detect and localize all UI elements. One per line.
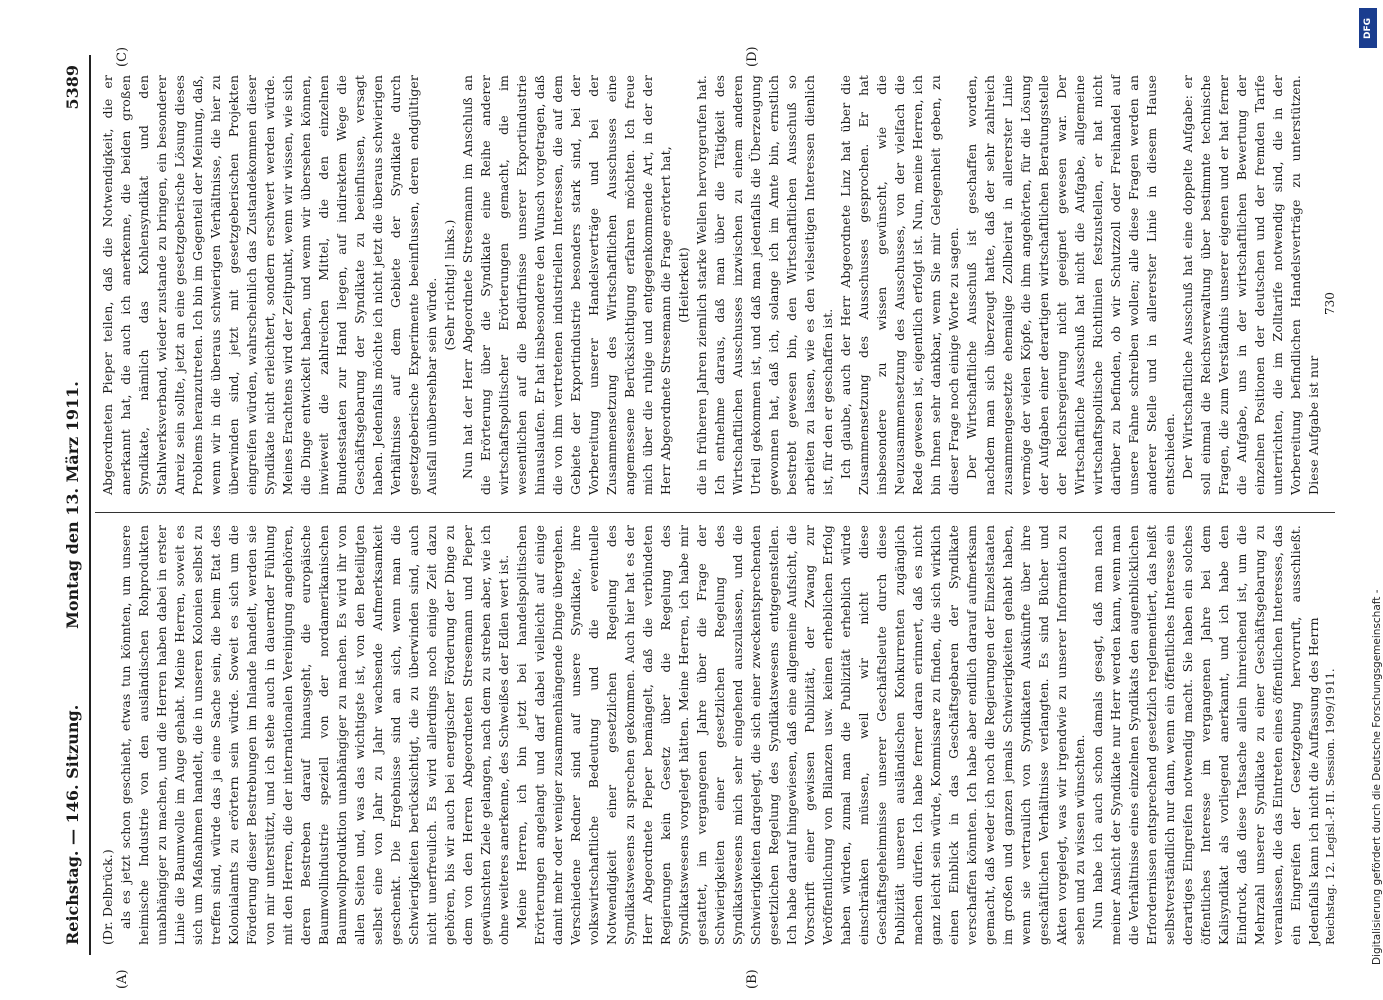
right-column <box>99 75 1323 495</box>
digitization-credit <box>1357 10 1383 990</box>
paragraph: als es jetzt schon geschieht, etwas tun könnten, um unsere heimische Industrie von den ausländischen Rohprodukten unabhängiger zu machen, und die Herren haben dabei in erster Linie die Baumwolle im Auge gehabt. Meine Herren, soweit es sich um Maßnahmen handelt, die in unseren Kolonien selbst zu treffen sind, würde das ja eine Sache sein, die beim Etat des Kolonialamts zu erörtern sein würde. Soweit es sich um die Förderung dieser Bestrebungen im Inlande handelt, werden sie von mir unterstützt, und ich stehe auch in dauernder Fühlung mit den Herren, die der internationalen Vereinigung angehören, deren Bestreben darauf hinausgeht, die europäische Baumwollindustrie speziell von der nordamerikanischen Baumwollproduktion unabhängiger zu machen. Es wird ihr von allen Seiten und, was das wichtigste ist, von den Beteiligten selbst eine von Jahr zu Jahr wachsende Aufmerksamkeit geschenkt. Die Ergebnisse sind an sich, wenn man die Schwierigkeiten berücksichtigt, die zu überwinden sind, auch nicht unerfreulich. Es wird allerdings noch einige Zeit dazu gehören, bis wir auch bei energischer Förderung der Dinge zu dem von den Herren Abgeordneten Stresemann und Pieper gewünschten Ziele gelangen, nach dem zu streben aber, wie ich ohne weiteres anerkenne, des Schweißes der Edlen wert ist. <box>118 525 511 945</box>
margin-letter-b: (B) <box>745 969 760 989</box>
margin-letter-a: (A) <box>115 969 130 989</box>
margin-letter-d: (D) <box>745 46 760 67</box>
paragraph: Nun hat der Herr Abgeordnete Stresemann im Anschluß an die Erörterung über die Syndikate eine Reihe anderer wirtschaftspolitischer Erörterungen gemacht, die im wesentlichen auf die Bedürfnisse unserer Exportindustrie hinauslaufen. Er hat insbesondere den Wunsch vorgetragen, daß die von ihm vertretenen industriellen Interessen, die auf dem Gebiete der Exportindustrie besonders stark sind, bei der Vorbereitung unserer Handelsverträge und bei der Zusammensetzung des Wirtschaftlichen Ausschusses eine angemessene Berücksichtigung erfahren möchten. Ich freue mich über die ruhige und entgegenkommende Art, in der der Herr Abgeordnete Stresemann die Frage erörtert hat, <box>460 75 673 495</box>
paragraph: Nun habe ich auch schon damals gesagt, daß man nach meiner Ansicht der Syndikate nur Herr werden kann, wenn man die Verhältnisse eines einzelnen Syndikats den augenblicklichen Erfordernissen entsprechend gesetzlich reglementiert, das heißt selbstverständlich nur dann, wenn ein öffentliches Interesse ein derartiges Eingreifen notwendig macht. Sie haben ein solches öffentliches Interesse im vergangenen Jahre bei dem Kalisyndikat als vorliegend anerkannt, und ich habe den Eindruck, daß diese Tatsache allein hinreichend ist, um die Mehrzahl unserer Syndikate zu einer Geschäftsgebarung zu veranlassen, die das Eintreten eines öffentlichen Interesses, das ein Eingreifen der Gesetzgebung hervorruft, ausschließt. Jedenfalls kann ich nicht die Auffassung des Herrn <box>1090 525 1321 945</box>
margin-letter-c: (C) <box>115 46 130 67</box>
paragraph: Abgeordneten Pieper teilen, daß die Notwendigkeit, die er anerkannt hat, die auch ich anerkenne, die beiden großen Syndikate, nämlich das Kohlensyndikat und den Stahlwerksverband, wieder zustande zu bringen, ein besonderer Anreiz sein sollte, jetzt an eine gesetzgeberische Lösung dieses Problems heranzutreten. Ich bin im Gegenteil der Meinung, daß, wenn wir in die überaus schwierigen Verhältnisse, die hier zu überwinden sind, jetzt mit gesetzgeberischen Projekten eingreifen würden, wahrscheinlich das Zustandekommen dieser Syndikate nicht erleichtert, sondern erschwert werden würde. Meines Erachtens wird der Zeitpunkt, wenn wir wissen, wie sich die Dinge entwickelt haben, und wenn wir übersehen können, inwieweit die zahlreichen Mittel, die den einzelnen Bundesstaaten zur Hand liegen, auf indirektem Wege die Geschäftsgebarung der Syndikate zu beeinflussen, versagt haben. Jedenfalls möchte ich nicht jetzt die überaus schwierigen Verhältnisse auf dem Gebiete der Syndikate durch gesetzgeberische Experimente beeinflussen, deren endgültiger Ausfall unübersehbar sein würde. <box>100 75 439 495</box>
interjection: (Sehr richtig! links.) <box>442 219 457 351</box>
running-head <box>55 55 87 955</box>
paragraph: Der Wirtschaftliche Ausschuß ist geschaffen worden, nachdem man sich überzeugt hatte, daß der sehr zahlreich zusammengesetzte ehemalige Zollbeirat in allererster Linie vermöge der vielen Köpfe, die ihm angehörten, für die Lösung der Aufgaben einer derartigen wirtschaftlichen Beratungsstelle der Reichsregierung nicht geeignet gewesen war. Der Wirtschaftliche Ausschuß hat nicht die Aufgabe, allgemeine wirtschaftspolitische Richtlinien festzustellen, er hat nicht darüber zu befinden, ob wir Schutzzoll oder Freihandel auf unsere Fahne schreiben wollen; alle diese Fragen werden an anderer Stelle und in allererster Linie in diesem Hause entschieden. <box>964 75 1177 495</box>
paragraph: Meine Herren, ich bin jetzt bei handelspolitischen Erörterungen angelangt und darf dabei vielleicht auf einige damit mehr oder weniger zusammenhängende Dinge übergehen. Verschiedene Redner sind auf unsere Syndikate, ihre volkswirtschaftliche Bedeutung und die eventuelle Notwendigkeit einer gesetzlichen Regelung des Syndikatswesens zu sprechen gekommen. Auch hier hat es der Herr Abgeordnete Pieper bemängelt, daß die verbündeten Regierungen kein Gesetz über die Regelung des Syndikatswesens vorgelegt hätten. Meine Herren, ich habe mir gestattet, im vergangenen Jahre über die Frage der Schwierigkeiten einer gesetzlichen Regelung des Syndikatswesens mich sehr eingehend auszulassen, und die Schwierigkeiten dargelegt, die sich einer zweckentsprechenden gesetzlichen Regelung des Syndikatswesens entgegenstellen. Ich habe darauf hingewiesen, daß eine allgemeine Aufsicht, die Vorschrift einer gewissen Publizität, der Zwang zur Veröffentlichung von Bilanzen usw. keinen erheblichen Erfolg haben würden, zumal man die Publizität erheblich würde einschränken müssen, weil wir nicht diese Geschäftsgeheimnisse unserer Geschäftsleute durch diese Publizität unseren ausländischen Konkurrenten zugänglich machen dürfen. Ich habe ferner daran erinnert, daß es nicht ganz leicht sein würde, Kommissare zu finden, die sich wirklich einen Einblick in das Geschäftsgebaren der Syndikate verschaffen könnten. Ich habe aber endlich darauf aufmerksam gemacht, daß weder ich noch die Regierungen der Einzelstaaten im großen und ganzen jemals Schwierigkeiten gehabt haben, wenn sie vertraulich von Syndikaten Auskünfte über ihre geschäftlichen Verhältnisse verlangten. Es sind Bücher und Akten vorgelegt, was wir irgendwie zu unserer Information zu sehen und zu wissen wünschten. <box>514 525 1087 945</box>
left-column <box>99 525 1323 945</box>
paragraph: Der Wirtschaftliche Ausschuß hat eine doppelte Aufgabe: er soll einmal die Reichsverwaltung über bestimmte technische Fragen, die zum Verständnis unserer eigenen und er hat ferner die Aufgabe, uns in der wirtschaftlichen Bewertung der einzelnen Positionen der deutschen und der fremden Tarife unterrichten, die im Zolltarife notwendig sind, die in der Vorbereitung befindlichen Handelsverträge zu unterstützen. Diese Aufgabe ist nur <box>1180 75 1321 495</box>
logo-text: DFG <box>1363 17 1373 39</box>
speaker-tag: (Dr. Delbrück.) <box>100 849 115 945</box>
column-rule <box>95 512 1335 513</box>
header-date: Montag den 13. März 1911. <box>63 381 82 629</box>
dfg-logo-icon <box>1359 8 1377 48</box>
header-left: Reichstag. — 146. Sitzung. <box>63 704 82 945</box>
credit-text: Digitalisierung gefördert durch die Deutsche Forschungsgemeinschaft - <box>1371 589 1383 965</box>
header-rule <box>89 55 91 955</box>
footer-page-number: 730 <box>1323 292 1337 315</box>
paragraph: Ich glaube, auch der Herr Abgeordnete Linz hat über die Zusammensetzung des Ausschusses gesprochen. Er hat insbesondere zu wissen gewünscht, wie die Neuzusammensetzung des Ausschusses, von der vielfach die Rede gewesen ist, eigentlich erfolgt ist. Nun, meine Herren, ich bin Ihnen sehr dankbar, wenn Sie mir Gelegenheit geben, zu dieser Frage noch einige Worte zu sagen. <box>838 75 961 495</box>
page-number: 5389 <box>63 65 82 110</box>
paragraph: die in früheren Jahren ziemlich starke Wellen hervorgerufen hat. Ich entnehme daraus, daß man über die Tätigkeit des Wirtschaftlichen Ausschusses inzwischen zu einem anderen Urteil gekommen ist, und daß man jedenfalls die Überzeugung gewonnen hat, daß ich, solange ich im Amte bin, ernstlich bestrebt gewesen bin, den Wirtschaftlichen Ausschuß so arbeiten zu lassen, wie es den vielseitigen Interessen dienlich ist, für den er geschaffen ist. <box>694 75 835 495</box>
footer-left: Reichstag. 12. Legisl.-P. II. Session. 1909/1911. <box>1323 668 1337 945</box>
rotated-page <box>55 46 1355 989</box>
interjection: (Heiterkeit) <box>676 247 691 323</box>
